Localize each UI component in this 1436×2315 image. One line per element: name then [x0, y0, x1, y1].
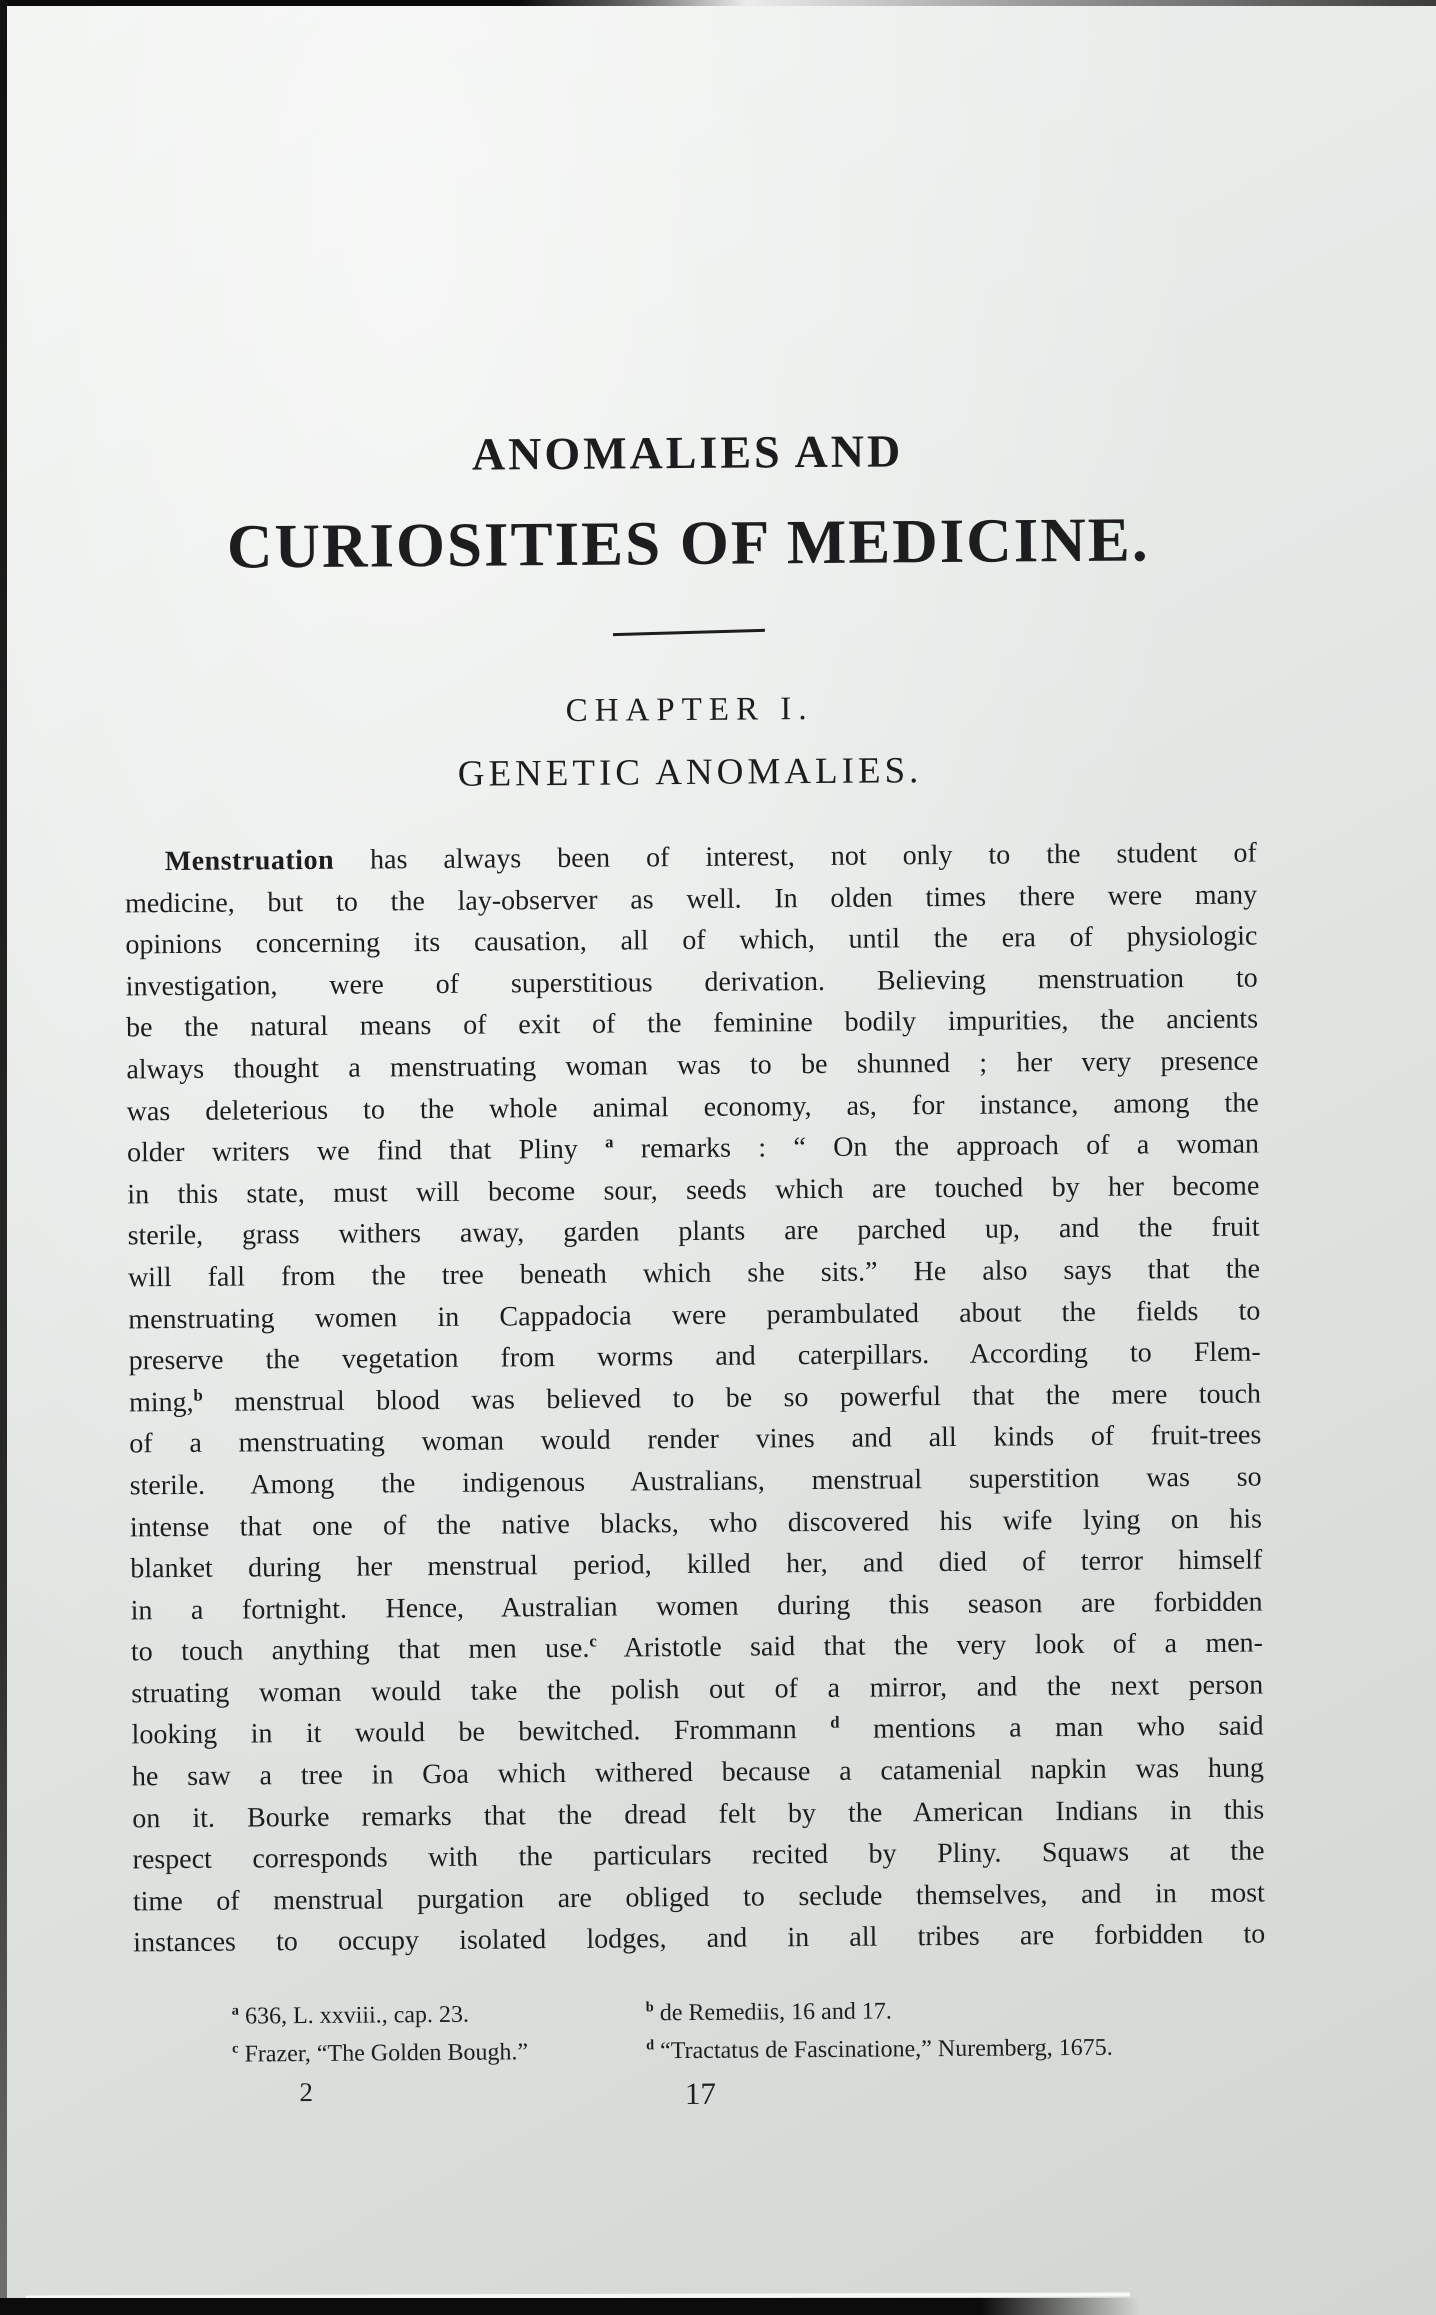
body-line: Menstruation has always been of interest, not only to the student of: [164, 837, 1257, 878]
body-line: intense that one of the native blacks, who discovered his wife lying on his: [129, 1503, 1263, 1543]
page-number: 17: [684, 2075, 717, 2112]
footnote: $^c$ Frazer, “The Golden Bough.”: [232, 2039, 529, 2068]
title-divider-rule: [613, 629, 765, 636]
body-line: on it. Bourke remarks that the dread felt by the American Indians in this: [132, 1794, 1265, 1835]
body-line: in this state, must will become sour, seeds which are touched by her become: [127, 1170, 1260, 1211]
body-line: in a fortnight. Hence, Australian women during this season are forbidden: [130, 1586, 1263, 1627]
body-line: always thought a menstruating woman was to be shunned ; her very presence: [126, 1045, 1259, 1086]
scan-edge-bottom: [0, 2298, 1140, 2315]
body-line: instances to occupy isolated lodges, and in all tribes are forbidden to: [133, 1918, 1266, 1959]
footnote: $^d$ “Tractatus de Fascinatione,” Nuremberg, 1675.: [646, 2034, 1113, 2065]
body-line: was deleterious to the whole animal economy, as, for instance, among the: [126, 1087, 1259, 1127]
body-line: medicine, but to the lay-observer as well. In olden times there were many: [124, 879, 1258, 920]
body-line: opinions concerning its causation, all of which, until the era of physiologic: [125, 920, 1258, 961]
chapter-heading: CHAPTER I.: [565, 691, 814, 729]
body-line: to touch anything that men use.$^c$ Aristotle said that the very look of a men-: [130, 1627, 1264, 1668]
body-line: be the natural means of exit of the feminine bodily impurities, the ancients: [125, 1003, 1259, 1044]
book-title-line2: CURIOSITIES OF MEDICINE.: [226, 504, 1150, 582]
body-line: of a menstruating woman would render vines and all kinds of fruit-trees: [129, 1419, 1262, 1460]
body-line: ming,$^b$ menstrual blood was believed to be so powerful that the mere touch: [128, 1378, 1262, 1419]
book-title-line1: ANOMALIES AND: [471, 425, 904, 480]
body-line: respect corresponds with the particulars recited by Pliny. Squaws at the: [132, 1835, 1265, 1876]
page-content: [118, 0, 1267, 2120]
body-line: struating woman would take the polish out of a mirror, and the next person: [131, 1669, 1264, 1710]
scan-edge-top: [0, 0, 1436, 6]
body-line: menstruating women in Cappadocia were perambulated about the fields to: [128, 1295, 1261, 1335]
body-line: preserve the vegetation from worms and caterpillars. According to Flem-: [128, 1336, 1261, 1377]
body-line: will fall from the tree beneath which she sits.” He also says that the: [127, 1253, 1261, 1294]
body-line: investigation, were of superstitious derivation. Believing menstruation to: [125, 962, 1258, 1003]
footnote: $^a$ 636, L. xxviii., cap. 23.: [231, 2001, 470, 2030]
body-line: looking in it would be bewitched. Frommann $^d$ mentions a man who said: [131, 1710, 1264, 1751]
body-paragraph: [125, 833, 1266, 1965]
body-line: older writers we find that Pliny $^a$ remarks : “ On the approach of a woman: [126, 1128, 1260, 1169]
body-line: sterile, grass withers away, garden plants are parched up, and the fruit: [127, 1211, 1260, 1252]
page-footer: [134, 2070, 1266, 2121]
footnotes: [134, 1990, 1267, 2075]
signature-mark: 2: [299, 2077, 314, 2108]
body-line: he saw a tree in Goa which withered because a catamenial napkin was hung: [131, 1752, 1265, 1793]
body-line: time of menstrual purgation are obliged to seclude themselves, and in most: [132, 1877, 1266, 1918]
body-line: sterile. Among the indigenous Australians, menstrual superstition was so: [129, 1461, 1262, 1502]
footnote-row: [134, 2028, 1266, 2075]
body-line: blanket during her menstrual period, killed her, and died of terror himself: [130, 1544, 1263, 1585]
section-heading: GENETIC ANOMALIES.: [457, 750, 923, 795]
footnote: $^b$ de Remediis, 16 and 17.: [645, 1998, 892, 2027]
scan-edge-left: [0, 0, 7, 2298]
